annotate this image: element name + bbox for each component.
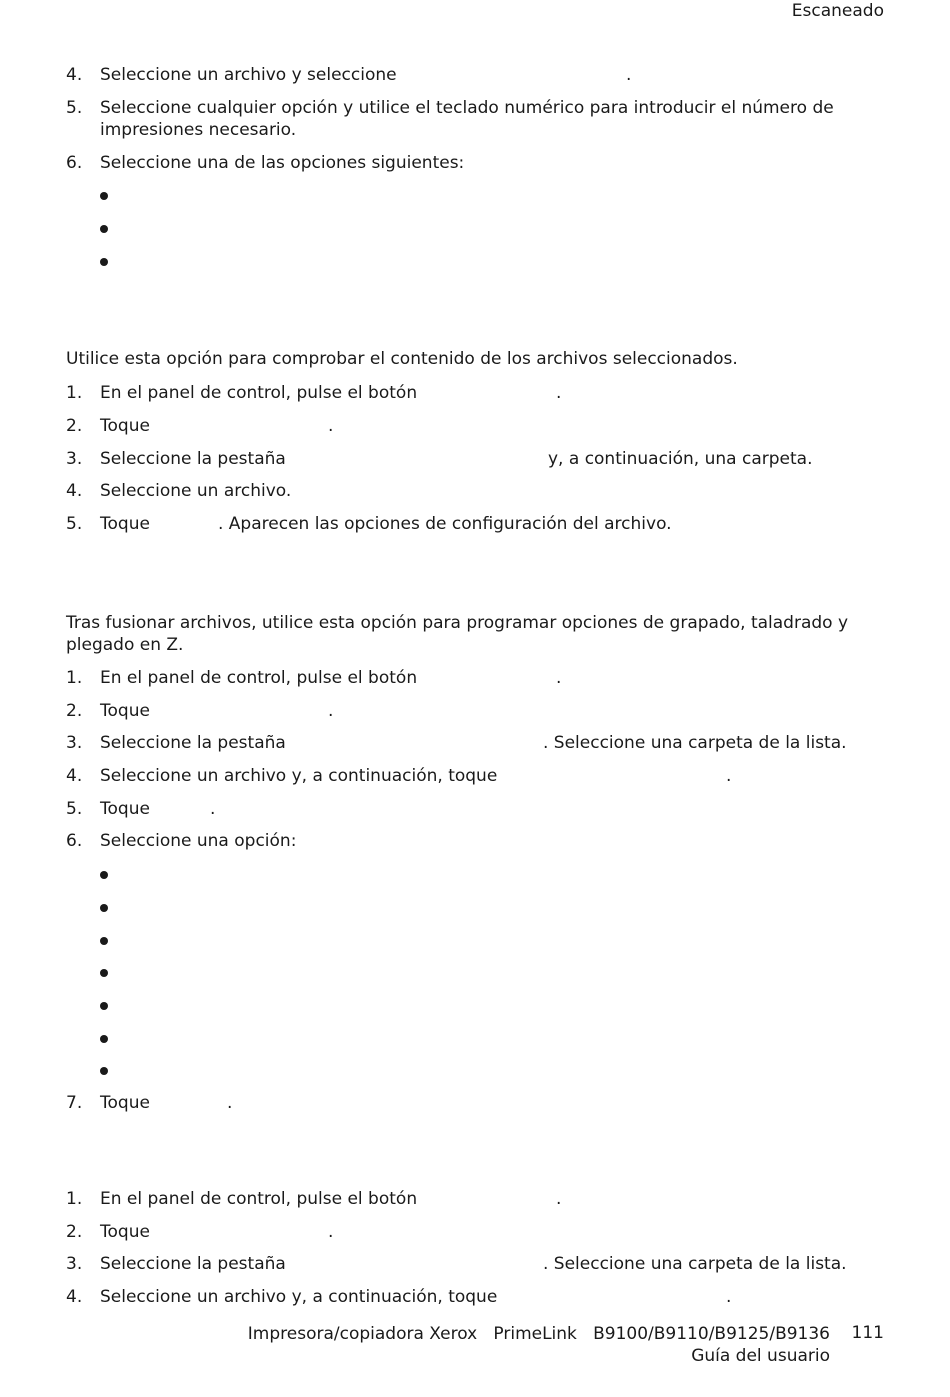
step-number: 3. [66,1254,83,1274]
section-intro: Utilice esta opción para comprobar el contenido de los archivos seleccionados. [66,349,738,369]
step-number: 6. [66,831,83,851]
step-number: 5. [66,514,83,534]
step-text: En el panel de control, pulse el botón [100,668,418,688]
step-number: 1. [66,383,83,403]
step-text: Seleccione un archivo y, a continuación, toque [100,1287,498,1307]
section-intro: Tras fusionar archivos, utilice esta opción para programar opciones de grapado, taladrado y [66,613,849,633]
bullet-icon [100,258,108,266]
bullet-icon [100,904,108,912]
step-text: Seleccione la pestaña [100,733,286,753]
step-tail: y, a continuación, una carpeta. [548,449,813,469]
bullet-icon [100,192,108,200]
step-number: 5. [66,799,83,819]
footer-guide: Guía del usuario [691,1346,830,1366]
bullet-icon [100,969,108,977]
step-tail: . [227,1093,233,1113]
step-tail: . [726,766,732,786]
step-text: Toque [100,701,150,721]
step-number: 4. [66,766,83,786]
section-intro-continued: plegado en Z. [66,635,184,655]
step-number: 7. [66,1093,83,1113]
bullet-icon [100,1035,108,1043]
step-text: En el panel de control, pulse el botón [100,1189,418,1209]
bullet-icon [100,225,108,233]
bullet-icon [100,871,108,879]
bullet-icon [100,1002,108,1010]
step-tail: . Aparecen las opciones de configuración del archivo. [218,514,672,534]
step-tail: . [328,1222,334,1242]
step-text: Seleccione un archivo. [100,481,292,501]
step-tail: . [556,1189,562,1209]
step-number: 5. [66,98,83,118]
step-number: 1. [66,668,83,688]
step-number: 2. [66,416,83,436]
step-text: Toque [100,1222,150,1242]
step-text: Toque [100,1093,150,1113]
step-tail: . [626,65,632,85]
step-number: 3. [66,449,83,469]
step-tail: . [210,799,216,819]
step-text: Toque [100,799,150,819]
step-text: Seleccione la pestaña [100,449,286,469]
step-tail: . [726,1287,732,1307]
step-number: 4. [66,65,83,85]
step-text: Seleccione un archivo y seleccione [100,65,397,85]
bullet-icon [100,1067,108,1075]
step-number: 1. [66,1189,83,1209]
running-header: Escaneado [791,1,884,21]
step-text: Seleccione cualquier opción y utilice el teclado numérico para introducir el número de [100,98,834,118]
step-number: 6. [66,153,83,173]
page-number: 111 [851,1323,884,1343]
step-number: 4. [66,481,83,501]
step-number: 2. [66,1222,83,1242]
step-number: 2. [66,701,83,721]
step-tail: . [556,668,562,688]
step-text: En el panel de control, pulse el botón [100,383,418,403]
step-tail: . Seleccione una carpeta de la lista. [543,733,847,753]
bullet-icon [100,937,108,945]
step-number: 3. [66,733,83,753]
step-text: Seleccione una de las opciones siguientes: [100,153,465,173]
step-text: Seleccione un archivo y, a continuación, toque [100,766,498,786]
step-text: Seleccione la pestaña [100,1254,286,1274]
step-tail: . [328,701,334,721]
step-tail: . [328,416,334,436]
step-tail: . Seleccione una carpeta de la lista. [543,1254,847,1274]
step-tail: . [556,383,562,403]
step-text: Toque [100,514,150,534]
step-text: Toque [100,416,150,436]
footer-product: Impresora/copiadora Xerox PrimeLink B9100/B9110/B9125/B9136 [247,1324,830,1344]
step-number: 4. [66,1287,83,1307]
step-text-continued: impresiones necesario. [100,120,297,140]
step-text: Seleccione una opción: [100,831,297,851]
